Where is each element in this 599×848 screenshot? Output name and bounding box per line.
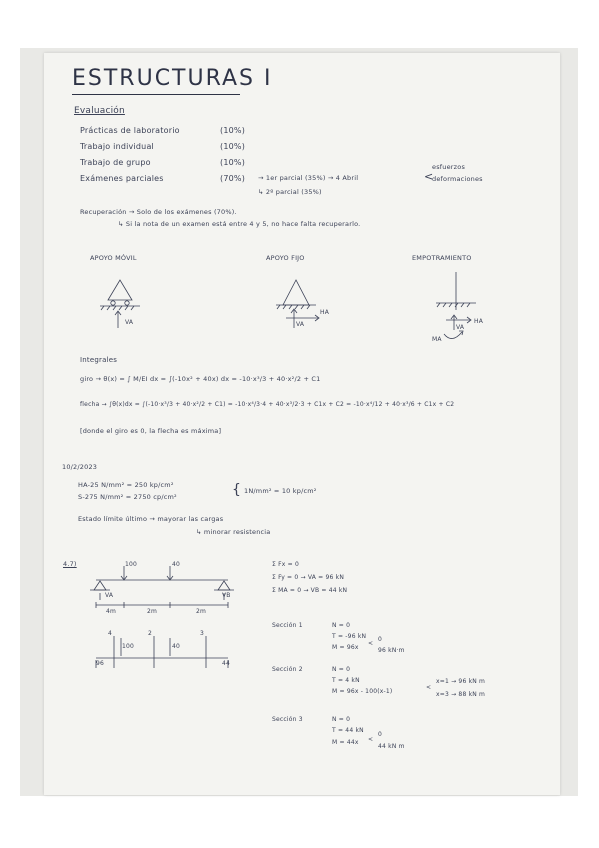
topic-esfuerzos: esfuerzos: [432, 163, 466, 171]
section-line: M = 96x - 100(x-1): [332, 688, 393, 695]
equilibrium-line: Σ MA = 0 → VB = 44 kN: [272, 587, 348, 594]
partial-1: → 1er parcial (35%) → 4 Abril: [258, 174, 359, 182]
exercise-number: 4.7): [63, 560, 77, 568]
shear-value: 40: [172, 643, 181, 650]
shear-section-label: 3: [200, 630, 205, 637]
integrals-note: [donde el giro es 0, la flecha es máxima]: [80, 427, 222, 435]
section-line: T = 44 kN: [332, 727, 364, 734]
ha-label: HA: [474, 318, 484, 325]
span-label: 2m: [147, 608, 158, 615]
va-label: VA: [456, 324, 465, 331]
load-label: 40: [172, 561, 181, 568]
section-branch: 96 kN·m: [378, 647, 405, 654]
ha25-line: HA-25 N/mm² = 250 kp/cm²: [78, 481, 174, 489]
flecha-equation: flecha → ∫θ(x)dx = ∫(-10·x³/3 + 40·x²/2 + C1) = -10·x⁴/3·4 + 40·x³/2·3 + C1x + C2 = -10·x⁴/12 + 40·x³/6 + C1x + C2: [80, 401, 455, 408]
reaction-label: VA: [105, 592, 114, 599]
section-line: N = 0: [332, 716, 351, 723]
brace-left: <: [368, 640, 374, 647]
va-label: VA: [296, 321, 305, 328]
section-line: M = 96x: [332, 644, 359, 651]
shear-value: 100: [122, 643, 135, 650]
ha-label: HA: [320, 309, 330, 316]
reaction-label: VB: [222, 592, 231, 599]
limit-state-line-2: ↳ minorar resistencia: [196, 528, 271, 536]
brace-icon: {: [232, 482, 242, 498]
load-label: 100: [125, 561, 138, 568]
equilibrium-line: Σ Fx = 0: [272, 561, 299, 568]
shear-section-label: 2: [148, 630, 153, 637]
support-fixed-label: APOYO FIJO: [266, 254, 305, 262]
evaluation-heading: Evaluación: [74, 106, 125, 116]
section-label: Sección 1: [272, 622, 303, 629]
recovery-line-2: ↳ Si la nota de un examen está entre 4 y 5, no hace falta recuperarlo.: [118, 220, 361, 228]
eval-item-label: Trabajo individual: [80, 142, 154, 151]
s275-line: S-275 N/mm² = 2750 cp/cm²: [78, 493, 177, 501]
eval-item-value: (10%): [220, 126, 246, 135]
brace-left: <: [424, 170, 434, 183]
support-triangle: [218, 581, 230, 590]
limit-state-line-1: Estado límite último → mayorar las cargas: [78, 515, 224, 523]
conversion-line: 1N/mm² = 10 kp/cm²: [244, 487, 317, 495]
page-title: ESTRUCTURAS I: [72, 66, 273, 91]
eval-item-label: Exámenes parciales: [80, 174, 164, 183]
support-embedded-label: EMPOTRAMIENTO: [412, 254, 472, 262]
va-label: VA: [125, 319, 134, 326]
section-line: N = 0: [332, 622, 351, 629]
support-mobile-label: APOYO MÓVIL: [90, 254, 137, 262]
section-branch: 44 kN m: [378, 743, 405, 750]
partial-2: ↳ 2º parcial (35%): [258, 188, 322, 196]
eval-item-value: (70%): [220, 174, 246, 183]
span-label: 4m: [106, 608, 117, 615]
brace-left: <: [426, 684, 432, 691]
eval-item-value: (10%): [220, 142, 246, 151]
eval-item-label: Prácticas de laboratorio: [80, 126, 180, 135]
support-triangle: [94, 581, 106, 590]
brace-left: <: [368, 736, 374, 743]
eval-item-label: Trabajo de grupo: [80, 158, 151, 167]
integrals-heading: Integrales: [80, 356, 118, 364]
eval-item-value: (10%): [220, 158, 246, 167]
shear-value: 44: [222, 660, 231, 667]
shear-section-label: 4: [108, 630, 113, 637]
section-branch: 0: [378, 636, 383, 643]
section-label: Sección 2: [272, 666, 303, 673]
shear-value: 96: [96, 660, 105, 667]
section-label: Sección 3: [272, 716, 303, 723]
section-line: N = 0: [332, 666, 351, 673]
ma-label: MA: [432, 336, 442, 343]
section-branch: x=3 → 88 kN m: [436, 691, 486, 698]
recovery-line-1: Recuperación → Solo de los exámenes (70%).: [80, 208, 237, 216]
section-line: T = 4 kN: [332, 677, 360, 684]
equilibrium-line: Σ Fy = 0 → VA = 96 kN: [272, 574, 345, 581]
section-line: M = 44x: [332, 739, 359, 746]
section-branch: 0: [378, 731, 383, 738]
section-branch: x=1 → 96 kN m: [436, 678, 486, 685]
date-label: 10/2/2023: [62, 463, 98, 471]
span-label: 2m: [196, 608, 207, 615]
topic-deformaciones: deformaciones: [432, 175, 483, 183]
giro-equation: giro → θ(x) = ∫ M/EI dx = ∫(-10x² + 40x) dx = -10·x³/3 + 40·x²/2 + C1: [80, 375, 321, 383]
section-line: T = -96 kN: [332, 633, 367, 640]
